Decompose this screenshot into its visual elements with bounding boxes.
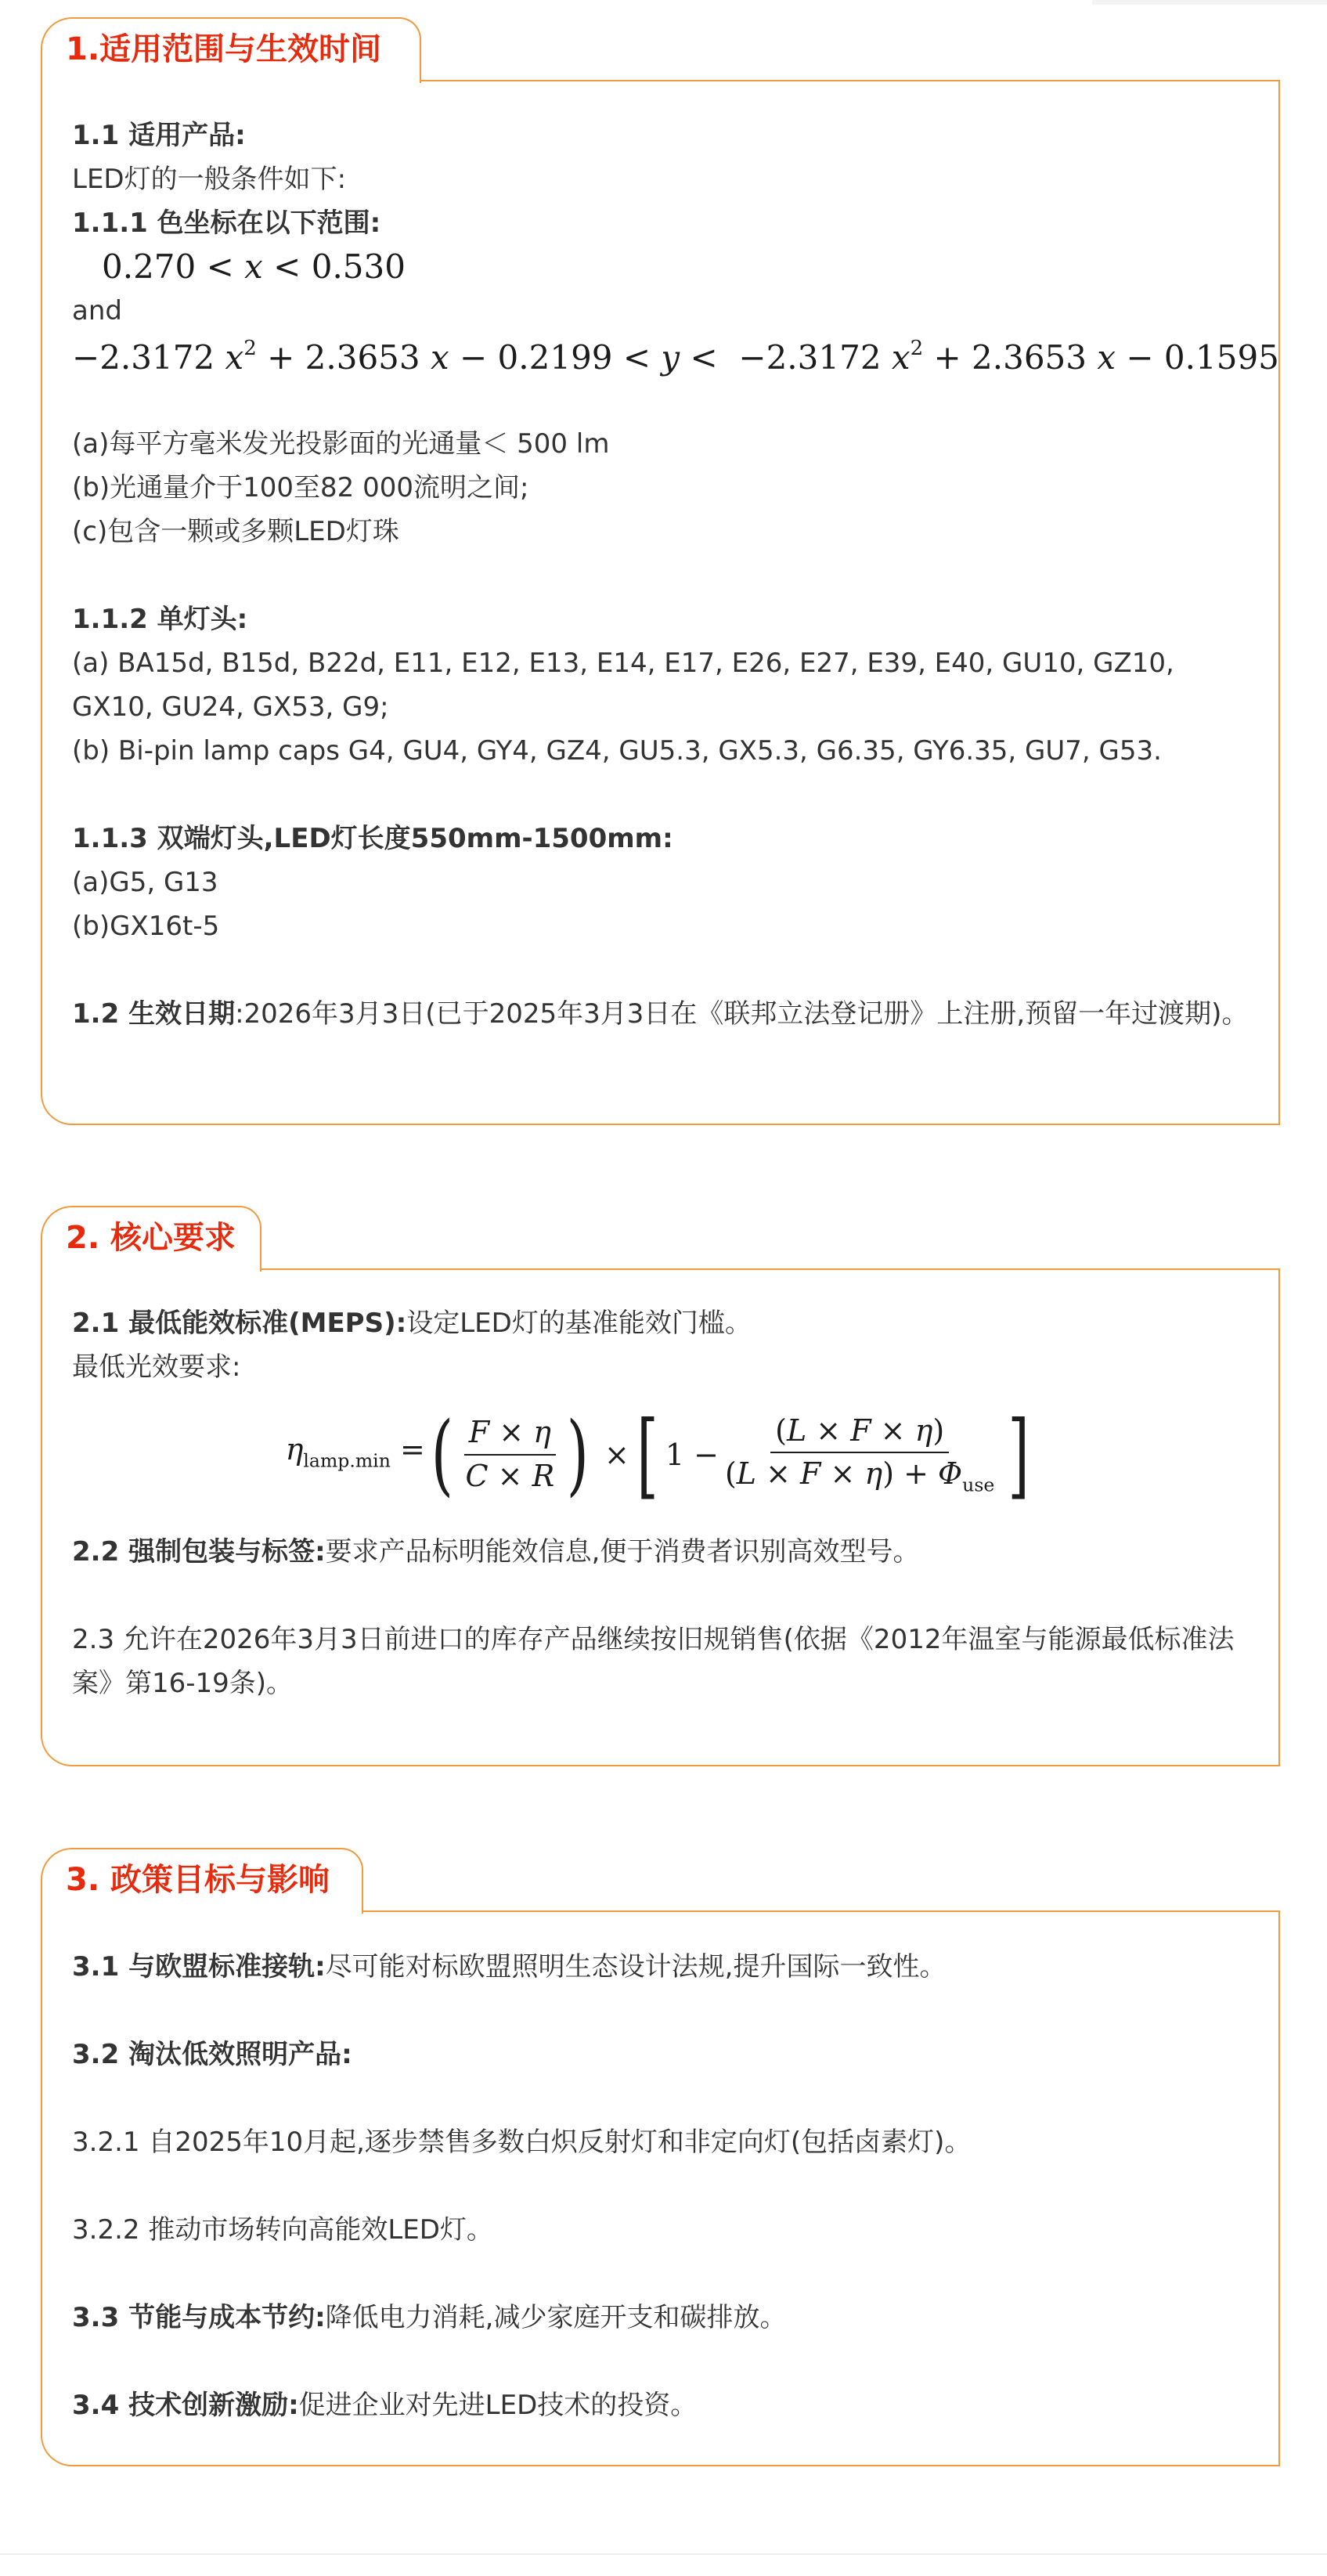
paragraph: 降低电力消耗,减少家庭开支和碳排放。 [325,2302,787,2333]
double-caps-b: (b)GX16t-5 [72,911,220,942]
subsection-label: 3.1 与欧盟标准接轨: [72,1951,326,1983]
paragraph: 2.3 允许在2026年3月3日前进口的库存产品继续按旧规销售(依据《2012年温室与能源最低标准法案》第16-19条)。 [72,1624,1235,1699]
subsection-label: 3.2 淘汰低效照明产品: [72,2039,352,2070]
section-title: 1.适用范围与生效时间 [66,31,382,67]
section-core-requirements [41,1206,1280,1766]
subsection-label: 3.4 技术创新激励: [72,2390,299,2421]
single-caps-b: (b) Bi-pin lamp caps G4, GU4, GY4, GZ4, GU5.3, GX5.3, G6.35, GY6.35, GU7, G53. [72,735,1162,767]
section-content [72,1301,1250,1705]
paragraph: 设定LED灯的基准能效门槛。 [406,1308,752,1339]
subsection-label: 1.1.1 色坐标在以下范围: [72,207,381,239]
bottom-divider [0,2553,1327,2555]
paragraph: 要求产品标明能效信息,便于消费者识别高效型号。 [325,1536,920,1568]
condition-a: (a)每平方毫米发光投影面的光通量＜ 500 lm [72,428,610,460]
section-title: 2. 核心要求 [66,1220,236,1256]
effective-date-text: :2026年3月3日(已于2025年3月3日在《联邦立法登记册》上注册,预留一年过渡期)。 [235,998,1249,1030]
formula-x-range: 0.270 < x < 0.530 [102,247,406,286]
efficacy-label: 最低光效要求: [72,1351,241,1383]
paragraph: LED灯的一般条件如下: [72,164,347,195]
section-title-tab [41,17,421,83]
paragraph: 3.2.2 推动市场转向高能效LED灯。 [72,2214,493,2246]
paragraph: 促进企业对先进LED技术的投资。 [298,2390,698,2421]
conjunction: and [72,295,122,327]
section-content [72,1945,1250,2427]
double-caps-a: (a)G5, G13 [72,867,218,898]
top-strip [1092,0,1327,5]
subsection-label: 1.2 生效日期 [72,998,236,1030]
efficacy-formula: $\eta_{lamp.min}$ = ( $\frac{F \times \eta}{C \times R}$ ) × [ 1 − $\frac{(L \times F \times \eta)}{(L \times F \times \eta) + \Phi_{use}}$ ] [285,1401,1030,1509]
paragraph: 3.2.1 自2025年10月起,逐步禁售多数白炽反射灯和非定向灯(包括卤素灯)。 [72,2127,972,2158]
subsection-label: 1.1.2 单灯头: [72,604,248,635]
subsection-label: 2.2 强制包装与标签: [72,1536,326,1568]
single-caps-a-line1: (a) BA15d, B15d, B22d, E11, E12, E13, E14, E17, E26, E27, E39, E40, GU10, GZ10, [72,648,1174,679]
section-scope-and-effective-date [41,17,1280,1125]
subsection-label: 2.1 最低能效标准(MEPS): [72,1308,407,1339]
subsection-label: 1.1.3 双端灯头,LED灯长度550mm-1500mm: [72,823,673,854]
section-title: 3. 政策目标与影响 [66,1862,330,1898]
subsection-label: 1.1 适用产品: [72,120,246,151]
effective-date-paragraph [72,992,1250,1036]
condition-c: (c)包含一颗或多颗LED灯珠 [72,516,399,547]
section-title-tab [41,1206,261,1272]
section-title-tab [41,1848,363,1914]
section-policy-goals [41,1848,1280,2466]
subsection-label: 3.3 节能与成本节约: [72,2302,326,2333]
section-content [72,114,1279,1036]
paragraph: 尽可能对标欧盟照明生态设计法规,提升国际一致性。 [325,1951,947,1983]
condition-b: (b)光通量介于100至82 000流明之间; [72,472,529,503]
formula-y-range: −2.3172 $x^2 + 2.3653$ x − 0.2199 < y < −2.3172 $x^2 + 2.3653$ x − 0.1595 [72,336,1279,377]
single-caps-a-line2: GX10, GU24, GX53, G9; [72,691,389,723]
